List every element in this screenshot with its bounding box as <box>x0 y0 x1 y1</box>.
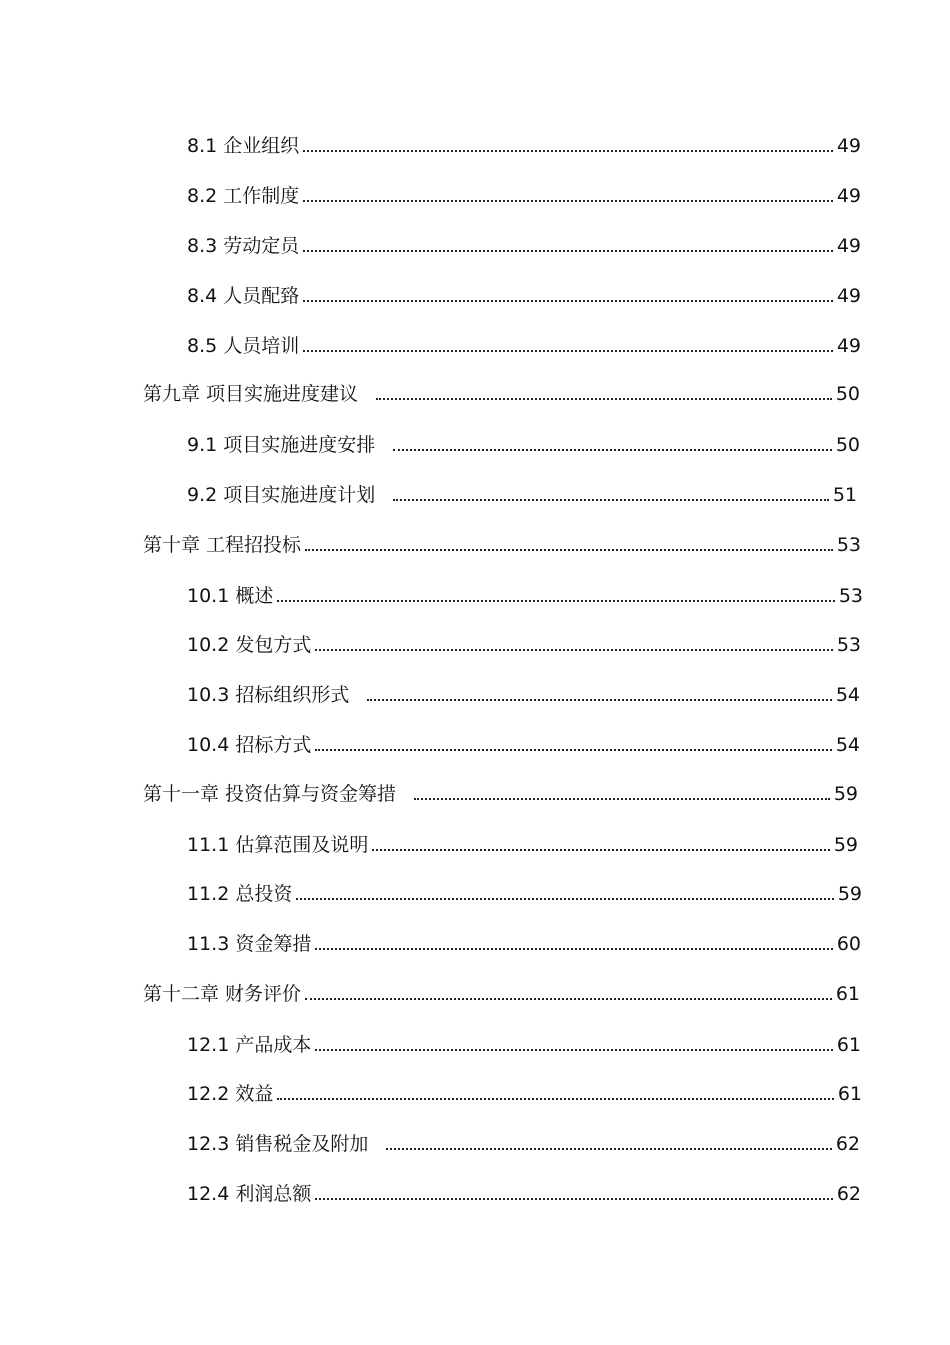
toc-entry-page: 50 <box>835 383 860 405</box>
toc-entry-page: 54 <box>835 734 860 756</box>
dot-leader <box>303 350 833 352</box>
toc-entry-page: 61 <box>835 983 860 1005</box>
toc-entry-8-2[interactable] <box>187 178 861 208</box>
toc-entry-label: 11.3 资金筹措 <box>187 933 312 955</box>
toc-entry-12-2[interactable] <box>187 1076 862 1106</box>
toc-entry-label: 11.1 估算范围及说明 <box>187 834 369 856</box>
toc-entry-label: 8.2 工作制度 <box>187 185 300 207</box>
toc-entry-label: 8.5 人员培训 <box>187 335 300 357</box>
toc-entry-11-2[interactable] <box>187 876 862 906</box>
toc-entry-page: 59 <box>837 883 862 905</box>
toc-entry-label: 10.1 概述 <box>187 585 274 607</box>
dot-leader <box>303 150 833 152</box>
toc-entry-label: 10.3 招标组织形式 <box>187 684 350 706</box>
dot-leader <box>303 250 833 252</box>
dot-leader <box>315 948 832 950</box>
toc-entry-label: 8.3 劳动定员 <box>187 235 300 257</box>
dot-leader <box>305 549 833 551</box>
dot-leader <box>386 1148 831 1150</box>
toc-entry-page: 49 <box>836 135 861 157</box>
toc-entry-9-2[interactable] <box>187 477 857 507</box>
dot-leader <box>296 898 833 900</box>
toc-entry-10-3[interactable] <box>187 677 860 707</box>
toc-entry-10-4[interactable] <box>187 727 860 757</box>
toc-entry-12-4[interactable] <box>187 1176 861 1206</box>
toc-entry-label: 12.1 产品成本 <box>187 1034 312 1056</box>
dot-leader <box>315 1049 832 1051</box>
toc-entry-label: 9.2 项目实施进度计划 <box>187 484 376 506</box>
dot-leader <box>303 200 833 202</box>
toc-entry-page: 59 <box>833 834 858 856</box>
toc-entry-label: 第九章 项目实施进度建议 <box>143 383 359 405</box>
toc-entry-page: 49 <box>836 185 861 207</box>
toc-entry-label: 12.2 效益 <box>187 1083 274 1105</box>
toc-entry-label: 第十一章 投资估算与资金筹措 <box>143 783 397 805</box>
toc-entry-8-3[interactable] <box>187 228 861 258</box>
toc-entry-label: 第十二章 财务评价 <box>143 983 302 1005</box>
dot-leader <box>393 499 829 501</box>
toc-entry-page: 49 <box>836 285 861 307</box>
dot-leader <box>393 449 832 451</box>
toc-entry-11-3[interactable] <box>187 926 861 956</box>
toc-entry-label: 8.4 人员配臵 <box>187 285 300 307</box>
toc-entry-label: 第十章 工程招投标 <box>143 534 302 556</box>
toc-entry-9-1[interactable] <box>187 427 860 457</box>
dot-leader <box>315 649 832 651</box>
dot-leader <box>305 998 832 1000</box>
toc-entry-8-4[interactable] <box>187 278 861 308</box>
toc-entry-label: 10.4 招标方式 <box>187 734 312 756</box>
toc-entry-11-1[interactable] <box>187 827 858 857</box>
toc-entry-label: 11.2 总投资 <box>187 883 293 905</box>
toc-entry-page: 62 <box>836 1183 861 1205</box>
toc-entry-10-2[interactable] <box>187 627 861 657</box>
toc-entry-page: 53 <box>836 634 861 656</box>
dot-leader <box>367 699 831 701</box>
toc-entry-page: 51 <box>832 484 857 506</box>
toc-entry-chapter-9[interactable] <box>143 376 860 406</box>
dot-leader <box>277 600 834 602</box>
toc-entry-8-5[interactable] <box>187 328 861 358</box>
toc-entry-page: 62 <box>835 1133 860 1155</box>
toc-entry-chapter-10[interactable] <box>143 527 861 557</box>
toc-entry-page: 49 <box>836 235 861 257</box>
dot-leader <box>315 1198 832 1200</box>
toc-entry-page: 60 <box>836 933 861 955</box>
toc-entry-page: 59 <box>833 783 858 805</box>
dot-leader <box>277 1098 833 1100</box>
toc-entry-label: 12.4 利润总额 <box>187 1183 312 1205</box>
toc-entry-page: 53 <box>836 534 861 556</box>
dot-leader <box>315 749 831 751</box>
dot-leader <box>303 300 833 302</box>
toc-entry-label: 12.3 销售税金及附加 <box>187 1133 369 1155</box>
toc-entry-10-1[interactable] <box>187 578 863 608</box>
toc-entry-label: 9.1 项目实施进度安排 <box>187 434 376 456</box>
toc-entry-label: 8.1 企业组织 <box>187 135 300 157</box>
toc-entry-chapter-11[interactable] <box>143 776 858 806</box>
dot-leader <box>376 398 832 400</box>
toc-entry-8-1[interactable] <box>187 128 861 158</box>
toc-entry-12-1[interactable] <box>187 1027 861 1057</box>
toc-entry-page: 61 <box>836 1034 861 1056</box>
dot-leader <box>372 849 829 851</box>
dot-leader <box>414 798 830 800</box>
toc-entry-page: 50 <box>835 434 860 456</box>
toc-entry-label: 10.2 发包方式 <box>187 634 312 656</box>
toc-entry-page: 53 <box>838 585 863 607</box>
toc-entry-page: 49 <box>836 335 861 357</box>
toc-entry-chapter-12[interactable] <box>143 976 860 1006</box>
toc-entry-12-3[interactable] <box>187 1126 860 1156</box>
toc-entry-page: 54 <box>835 684 860 706</box>
toc-entry-page: 61 <box>837 1083 862 1105</box>
